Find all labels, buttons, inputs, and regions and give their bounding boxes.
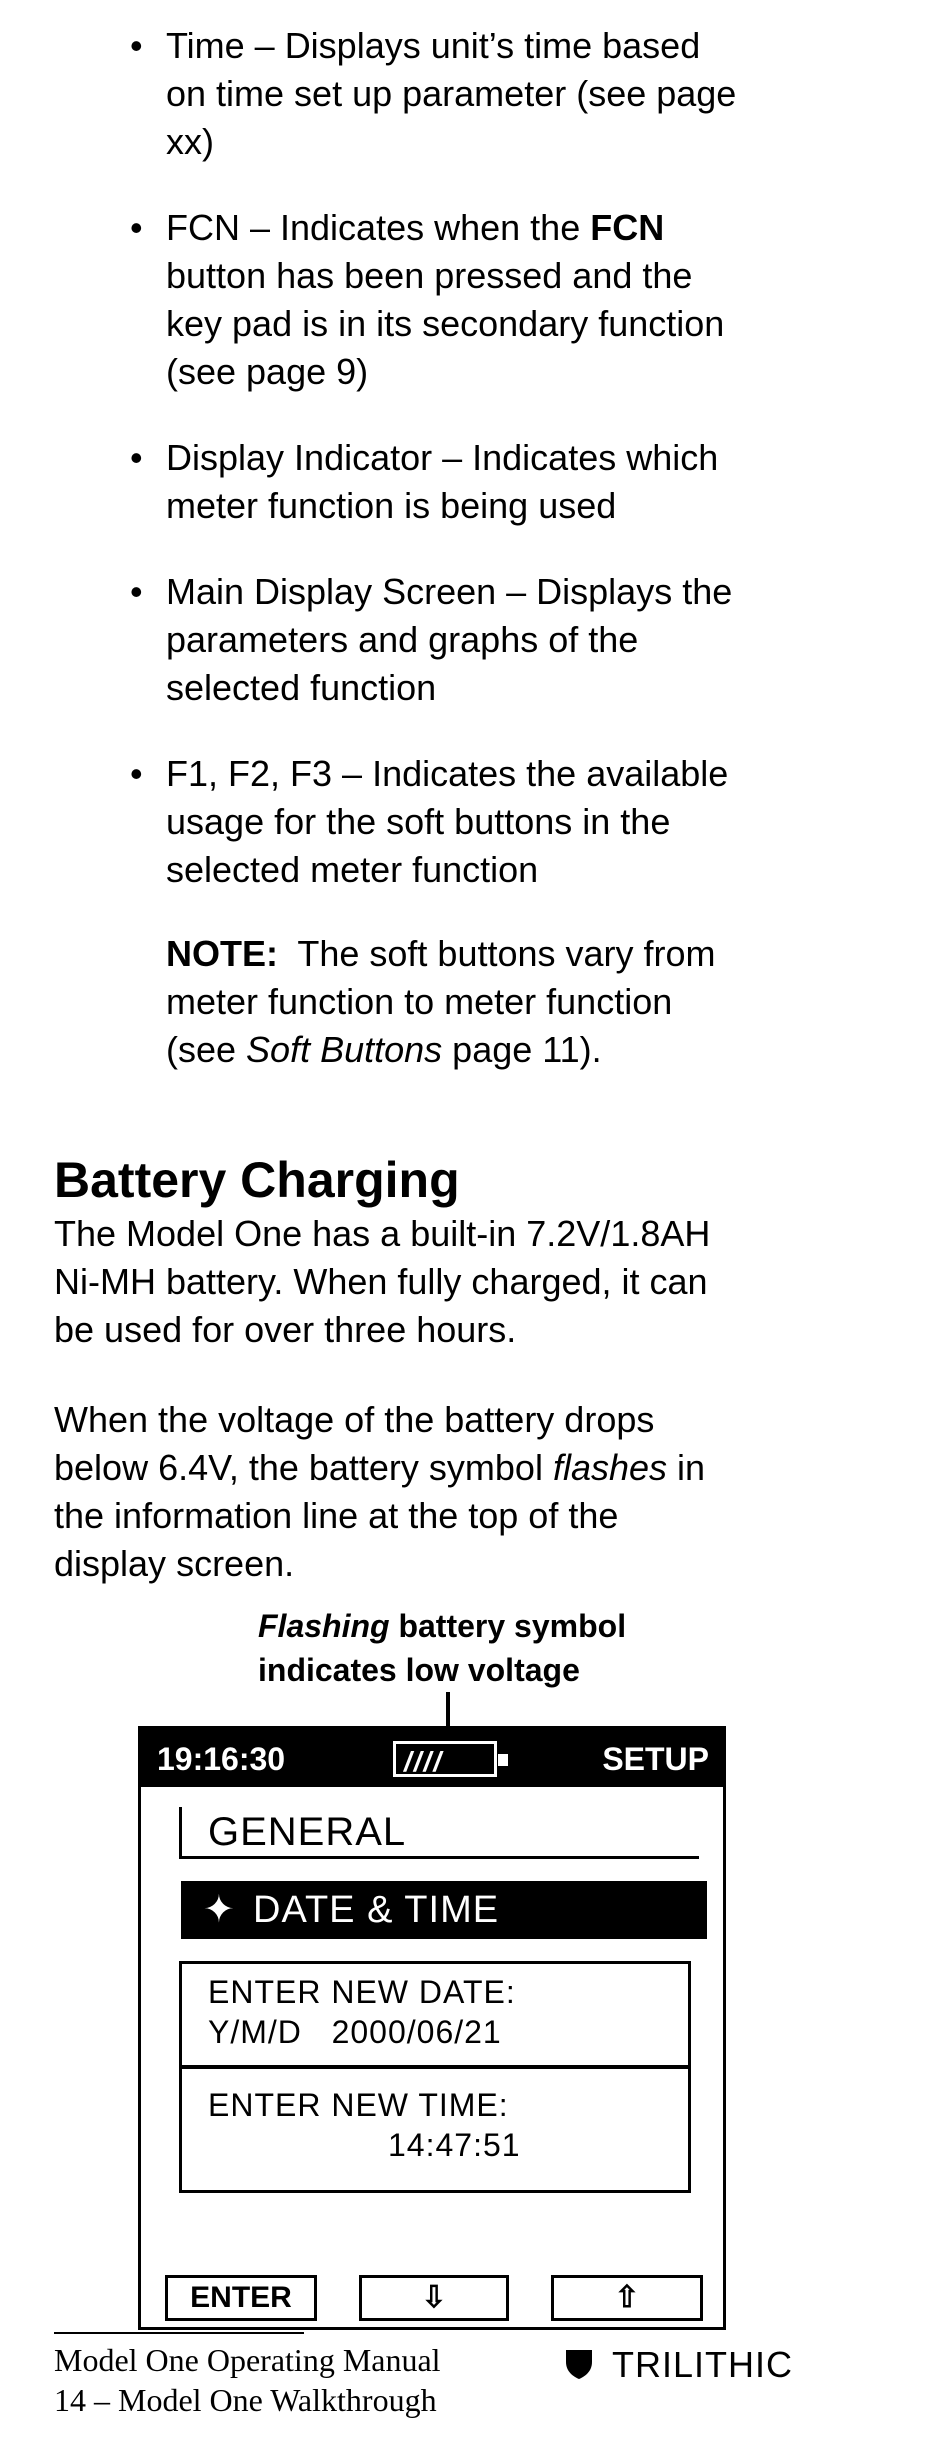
date-prompt: ENTER NEW DATE:: [208, 1974, 516, 2010]
note-text: The soft buttons vary from: [297, 933, 716, 974]
note-line: [166, 930, 826, 978]
callout-line: indicates low voltage: [258, 1652, 580, 1688]
bullet-dot: •: [130, 25, 143, 66]
bullet-line: button has been pressed and the: [166, 255, 693, 296]
para-text: in: [667, 1447, 706, 1488]
callout-italic: Flashing: [258, 1608, 390, 1644]
callout-line: [258, 1604, 758, 1648]
bullet-display-indicator: [126, 434, 826, 530]
footer-rule: [54, 2332, 304, 2334]
bullet-dot: •: [130, 437, 143, 478]
figure-callout: [258, 1604, 758, 1692]
battery-tip: [498, 1754, 508, 1766]
star-icon: ✦: [203, 1889, 236, 1931]
bullet-main-display: [126, 568, 826, 712]
date-value: Y/M/D 2000/06/21: [208, 2014, 502, 2050]
brand-name: TRILITHIC: [612, 2344, 794, 2385]
note-italic: Soft Buttons: [246, 1029, 443, 1070]
bullet-time: [126, 22, 826, 166]
callout-leader-line: [446, 1692, 450, 1726]
para-line: The Model One has a built-in 7.2V/1.8AH: [54, 1213, 711, 1254]
para-line: be used for over three hours.: [54, 1309, 517, 1350]
bullet-line: selected function: [166, 667, 437, 708]
trilithic-logo-icon: [564, 2348, 594, 2380]
down-arrow-icon: ⇩: [421, 2281, 447, 2314]
down-arrow-softkey[interactable]: [359, 2275, 509, 2321]
para-line: display screen.: [54, 1543, 295, 1584]
bullet-line: xx): [166, 121, 214, 162]
bullet-fcn: [126, 204, 826, 396]
callout-text: battery symbol: [389, 1608, 627, 1644]
menu-title: GENERAL: [179, 1807, 699, 1859]
time-value: 14:47:51: [388, 2127, 521, 2163]
bullet-line: parameters and graphs of the: [166, 619, 639, 660]
para-text: below 6.4V, the battery symbol: [54, 1447, 553, 1488]
bullet-dot: •: [130, 753, 143, 794]
note-text: (see: [166, 1029, 247, 1070]
time-prompt: ENTER NEW TIME:: [208, 2087, 509, 2123]
enter-softkey[interactable]: ENTER: [165, 2275, 317, 2321]
bullet-line: F1, F2, F3 – Indicates the available: [166, 753, 729, 794]
bullet-line: meter function is being used: [166, 485, 617, 526]
battery-icon: [393, 1741, 497, 1777]
para-line: the information line at the top of the: [54, 1495, 619, 1536]
date-entry-box[interactable]: [179, 1961, 691, 2069]
bullet-line: selected meter function: [166, 849, 539, 890]
bullet-line: (see page 9): [166, 351, 369, 392]
selected-menu-item[interactable]: [181, 1881, 707, 1939]
section-heading: Battery Charging: [54, 1152, 460, 1208]
bullet-f-keys: [126, 750, 826, 894]
bullet-line: usage for the soft buttons in the: [166, 801, 671, 842]
bullet-line: Display Indicator – Indicates which: [166, 437, 719, 478]
para-line: When the voltage of the battery drops: [54, 1399, 655, 1440]
note-line: [166, 1026, 826, 1074]
bullet-list: [126, 22, 826, 932]
bullet-line: on time set up parameter (see page: [166, 73, 737, 114]
note-text: page 11).: [442, 1029, 602, 1070]
footer-page-section: 14 – Model One Walkthrough: [54, 2382, 437, 2418]
bullet-line: [166, 204, 826, 252]
mode-label: SETUP: [602, 1741, 709, 1777]
bullet-line: Main Display Screen – Displays the: [166, 571, 733, 612]
bullet-dot: •: [130, 571, 143, 612]
up-arrow-icon: ⇧: [614, 2281, 640, 2314]
up-arrow-softkey[interactable]: [551, 2275, 703, 2321]
menu-item-label: DATE & TIME: [253, 1889, 500, 1931]
note-label: NOTE:: [166, 933, 278, 974]
bullet-text: FCN – Indicates when the: [166, 207, 591, 248]
time-entry-box[interactable]: [179, 2065, 691, 2193]
note-line: meter function to meter function: [166, 981, 673, 1022]
paragraph-low-voltage: [54, 1396, 854, 1588]
bullet-line: key pad is in its secondary function: [166, 303, 725, 344]
info-line: [141, 1729, 723, 1787]
note-block: [166, 930, 826, 1074]
bullet-line: Time – Displays unit’s time based: [166, 25, 701, 66]
battery-bars: ////: [404, 1746, 444, 1777]
para-line: [54, 1444, 854, 1492]
clock-readout: 19:16:30: [157, 1741, 286, 1777]
fcn-bold: FCN: [590, 207, 665, 248]
para-italic: flashes: [552, 1447, 668, 1488]
device-screen: [138, 1726, 726, 2330]
footer-manual-title: Model One Operating Manual: [54, 2342, 441, 2378]
para-line: Ni-MH battery. When fully charged, it can: [54, 1261, 708, 1302]
bullet-dot: •: [130, 207, 143, 248]
paragraph-battery: [54, 1210, 854, 1354]
